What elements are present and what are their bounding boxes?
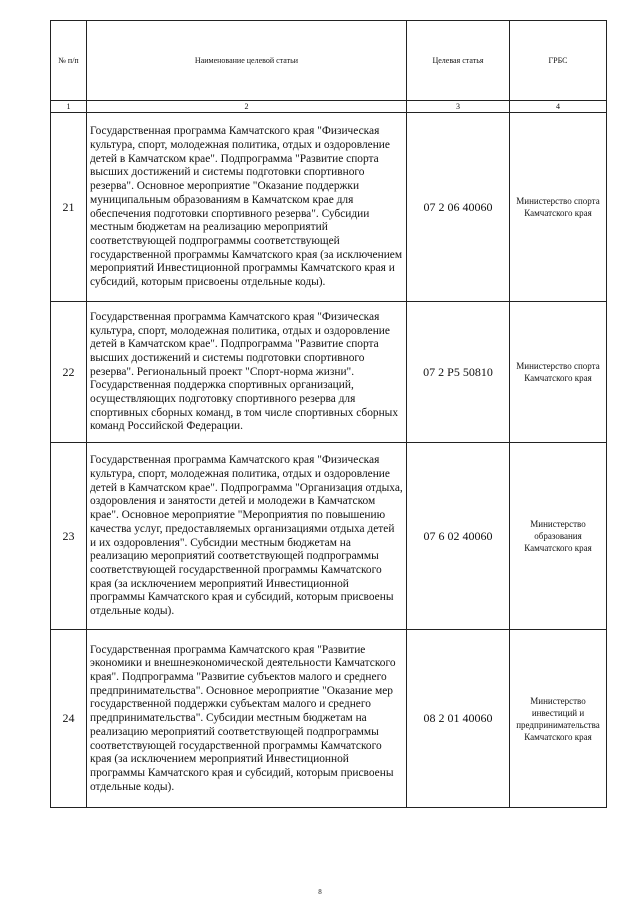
table-row — [51, 113, 607, 302]
budget-table — [50, 20, 607, 808]
row-code: 08 2 01 40060 — [407, 630, 510, 808]
column-index: 4 — [510, 101, 607, 113]
row-description: Государственная программа Камчатского края "Развитие экономики и внешнеэкономической деятельности Камчатского края". Подпрограмма "Развитие субъектов малого и среднего предпринимательства". Основное мероприятие "Оказание мер государственной поддержки субъектам малого и среднего предпринимательства". Субсидии местным бюджетам на реализацию мероприятий соответствующей подпрограммы соответствующей государственной программы Камчатского края (за исключением мероприятий Инвестиционной программы Камчатского края и субсидий, которым присвоены отдельные коды). — [87, 630, 407, 808]
table-row — [51, 630, 607, 808]
row-grbs: Министерство образования Камчатского края — [510, 443, 607, 630]
row-description: Государственная программа Камчатского края "Физическая культура, спорт, молодежная политика, отдых и оздоровление детей в Камчатском крае". Подпрограмма "Организация отдыха, оздоровления и занятости детей и молодежи в Камчатском крае". Основное мероприятие "Мероприятия по повышению качества услуг, предоставляемых организациями отдыха детей и их оздоровления". Субсидии местным бюджетам на реализацию мероприятий соответствующей подпрограммы соответствующей государственной программы Камчатского края (за исключением мероприятий Инвестиционной программы Камчатского края и субсидий, которым присвоены отдельные коды). — [87, 443, 407, 630]
row-code: 07 2 06 40060 — [407, 113, 510, 302]
row-number: 22 — [51, 302, 87, 443]
header-name: Наименование целевой статьи — [87, 21, 407, 101]
row-grbs: Министерство спорта Камчатского края — [510, 302, 607, 443]
row-number: 24 — [51, 630, 87, 808]
page-number: 8 — [318, 888, 322, 896]
row-number: 23 — [51, 443, 87, 630]
column-index: 2 — [87, 101, 407, 113]
column-index: 1 — [51, 101, 87, 113]
row-grbs: Министерство инвестиций и предпринимательства Камчатского края — [510, 630, 607, 808]
column-index: 3 — [407, 101, 510, 113]
header-row — [51, 21, 607, 101]
row-code: 07 2 P5 50810 — [407, 302, 510, 443]
table-row — [51, 443, 607, 630]
header-num: № п/п — [51, 21, 87, 101]
row-number: 21 — [51, 113, 87, 302]
column-index-row — [51, 101, 607, 113]
row-code: 07 6 02 40060 — [407, 443, 510, 630]
header-code: Целевая статья — [407, 21, 510, 101]
row-description: Государственная программа Камчатского края "Физическая культура, спорт, молодежная политика, отдых и оздоровление детей в Камчатском крае". Подпрограмма "Развитие спорта высших достижений и системы подготовки спортивного резерва". Региональный проект "Спорт-норма жизни". Государственная поддержка спортивных организаций, осуществляющих подготовку спортивного резерва для спортивных сборных команд, в том числе спортивных сборных команд Российской Федерации. — [87, 302, 407, 443]
row-grbs: Министерство спорта Камчатского края — [510, 113, 607, 302]
header-grbs: ГРБС — [510, 21, 607, 101]
table-row — [51, 302, 607, 443]
row-description: Государственная программа Камчатского края "Физическая культура, спорт, молодежная политика, отдых и оздоровление детей в Камчатском крае". Подпрограмма "Развитие спорта высших достижений и системы подготовки спортивного резерва". Основное мероприятие "Оказание поддержки муниципальным образованиям в Камчатском крае для обеспечения подготовки спортивного резерва". Субсидии местным бюджетам на реализацию мероприятий соответствующей подпрограммы соответствующей государственной программы Камчатского края (за исключением мероприятий Инвестиционной программы Камчатского края и субсидий, которым присвоены отдельные коды). — [87, 113, 407, 302]
